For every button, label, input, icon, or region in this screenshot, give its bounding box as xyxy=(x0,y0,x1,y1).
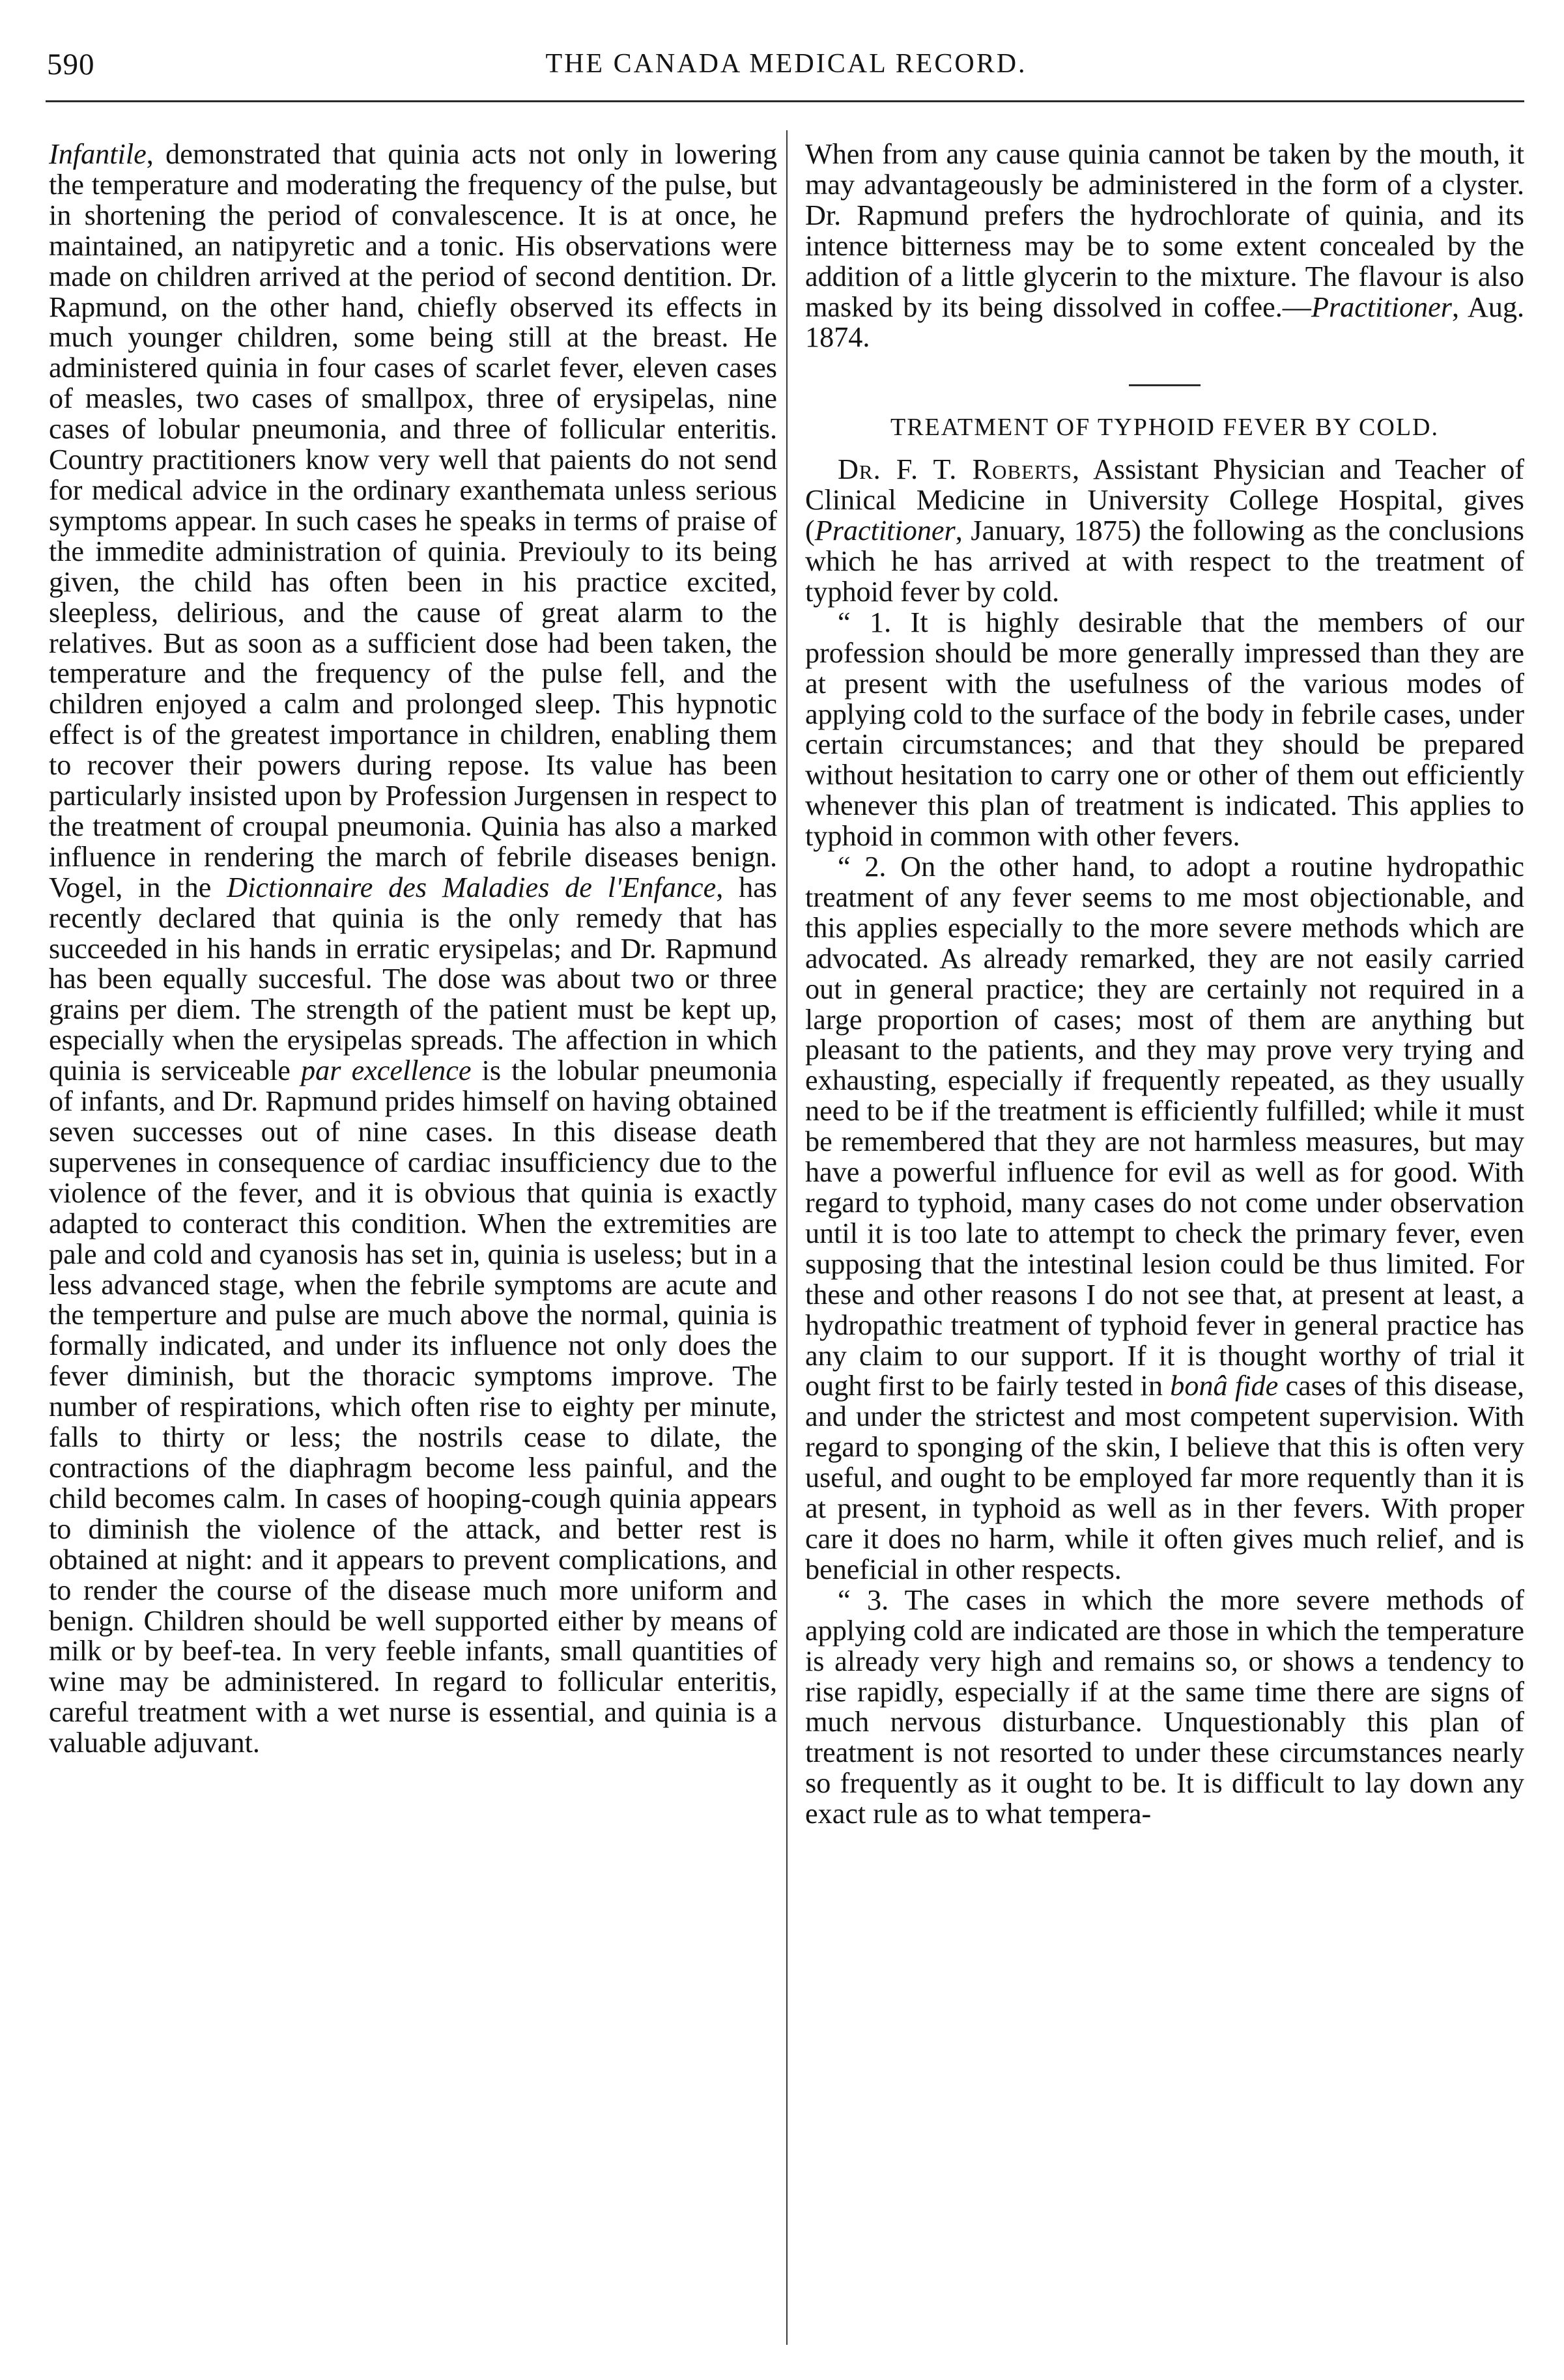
text-run: , has recently declared that quinia is the only remedy that has succeeded in his hands in erratic erysipelas; and Dr. Rapmund has been equally succesful. The dose was about two or three grains per diem. The strength of the patient must be kept up, especially when the erysipelas spreads. The affection in which quinia is serviceable xyxy=(49,871,777,1087)
author-name: Dr. F. T. Roberts, xyxy=(838,453,1081,486)
italic-citation: Practitioner xyxy=(814,515,956,547)
italic-word: Infantile xyxy=(49,138,147,170)
left-paragraph-1 xyxy=(49,139,777,1759)
running-title: THE CANADA MEDICAL RECORD. xyxy=(545,49,1027,79)
right-paragraph-5: “ 3. The cases in which the more severe methods of applying cold are indicated are those in which the temperature is already very high and remains so, or shows a tendency to rise rapidly, especially if at the same time there are signs of much nervous disturbance. Unquestionably this plan of treatment is not resorted to under these circumstances nearly so frequently as it ought to be. It is difficult to lay down any exact rule as to what tempera- xyxy=(805,1583,1524,1830)
text-run: , Aug. 1874. xyxy=(805,290,1524,354)
column-divider xyxy=(786,130,788,2345)
text-run: Assistant Physician and Teacher of Clinical Medicine in University College Hospital, gives ( xyxy=(805,453,1524,547)
right-paragraph-1 xyxy=(805,139,1524,353)
right-paragraph-3: “ 1. It is highly desirable that the members of our profession should be more generally impressed than they are at present with the usefulness of the various modes of applying cold to the surface of the body in febrile cases, under certain circumstances; and that they should be prepared without hesitation to carry one or other of them out efficiently whenever this plan of treatment is indicated. This applies to typhoid in common with other fevers. xyxy=(805,606,1524,853)
page-header xyxy=(47,40,1526,95)
italic-title: Dictionnaire des Maladies de l'Enfance xyxy=(227,871,717,903)
italic-phrase: bonâ fide xyxy=(1170,1370,1279,1402)
right-column xyxy=(805,139,1524,1830)
italic-phrase: par excellence xyxy=(301,1055,472,1087)
right-paragraph-2 xyxy=(805,455,1524,608)
italic-citation: Practitioner xyxy=(1311,290,1452,323)
left-column xyxy=(49,139,777,1759)
text-run: “ 2. On the other hand, to adopt a routine hydropathic treatment of any fever seems to me most objectionable, and this applies especially to the more severe methods which are advocated. As already remarked, they are not easily carried out in general practice; they are certainly not required in a large proportion of cases; most of them are anything but pleasant to the patients, and they may prove very trying and exhausting, especially if frequently repeated, as they usually need to be if the treatment is efficiently fulfilled; while it must be remembered that they are not harmless measures, but may have a powerful influence for evil as well as for good. With regard to typhoid, many cases do not come under observation until it is too late to attempt to check the primary fever, even supposing that the intestinal lesion could be thus limited. For these and other reasons I do not see that, at present at least, a hydropathic treatment of typhoid fever in general practice has any claim to our support. If it is thought worthy of trial it ought first to be fairly tested in xyxy=(805,851,1524,1402)
section-heading: TREATMENT OF TYPHOID FEVER BY COLD. xyxy=(890,414,1439,442)
text-run: cases of this disease, and under the strictest and most competent supervision. With regard to sponging of the skin, I believe that this is often very useful, and ought to be employed far more requently than it is at present, in typhoid as well as in ther fevers. With proper care it does no harm, while it often gives much relief, and is beneficial in other respects. xyxy=(805,1370,1524,1585)
page-number: 590 xyxy=(47,48,95,81)
text-run: When from any cause quinia cannot be taken by the mouth, it may advantageously be administered in the form of a clyster. Dr. Rapmund prefers the hydrochlorate of quinia, and its intence bitterness may be to some extent concealed by the addition of a little glycerin to the mixture. The flavour is also masked by its being dissolved in coffee.— xyxy=(805,138,1524,323)
right-paragraph-4 xyxy=(805,852,1524,1585)
text-run: , demonstrated that quinia acts not only in lowering the temperature and moderating the frequency of the pulse, but in shortening the period of convalescence. It is at once, he maintained, an natipyretic and a tonic. His observations were made on children arrived at the period of second dentition. Dr. Rapmund, on the other hand, chiefly observed its effects in much younger children, some being still at the breast. He administered quinia in four cases of scarlet fever, eleven cases of measles, two cases of smallpox, three of erysipelas, nine cases of lobular pneumonia, and three of follicular enteritis. Country practitioners know very well that paients do not send for medical advice in the ordinary exanthemata unless serious symptoms appear. In such cases he speaks in terms of praise of the immedite administration of quinia. Previouly to its being given, the child has often been in his practice excited, sleepless, delirious, and the cause of great alarm to the relatives. But as soon as a sufficient dose had been taken, the temperature and the frequency of the pulse fell, and the children enjoyed a calm and prolonged sleep. This hypnotic effect is of the greatest importance in children, enabling them to recover their powers during repose. Its value has been particularly insisted upon by Profession Jurgensen in respect to the treatment of croupal pneumonia. Quinia has also a marked influence in rendering the march of febrile diseases benign. Vogel, in the xyxy=(49,138,777,903)
text-run: is the lobular pneumonia of infants, and Dr. Rapmund prides himself on having obtained seven successes out of nine cases. In this disease death supervenes in consequence of cardiac insufficiency due to the violence of the fever, and it is obvious that quinia is exactly adapted to conteract this condition. When the extremities are pale and cold and cyanosis has set in, quinia is useless; but in a less advanced stage, when the febrile symptoms are acute and the temperture and pulse are much above the normal, quinia is formally indicated, and under its influence not only does the fever diminish, but the thoracic symptoms improve. The number of respirations, which often rise to eighty per minute, falls to thirty or less; the nostrils cease to dilate, the contractions of the diaphragm become less painful, and the child becomes calm. In cases of hooping-cough quinia appears to diminish the violence of the attack, and better rest is obtained at night: and it appears to prevent complications, and to render the course of the disease much more uniform and benign. Children should be well supported either by means of milk or by beef-tea. In very feeble infants, small quantities of wine may be administered. In regard to follicular enteritis, careful treatment with a wet nurse is essential, and quinia is a valuable adjuvant. xyxy=(49,1055,777,1759)
header-rule xyxy=(46,100,1524,102)
section-separator xyxy=(1129,384,1201,386)
text-run: , January, 1875) the following as the conclusions which he has arrived at with respect to the treatment of typhoid fever by cold. xyxy=(805,515,1524,608)
